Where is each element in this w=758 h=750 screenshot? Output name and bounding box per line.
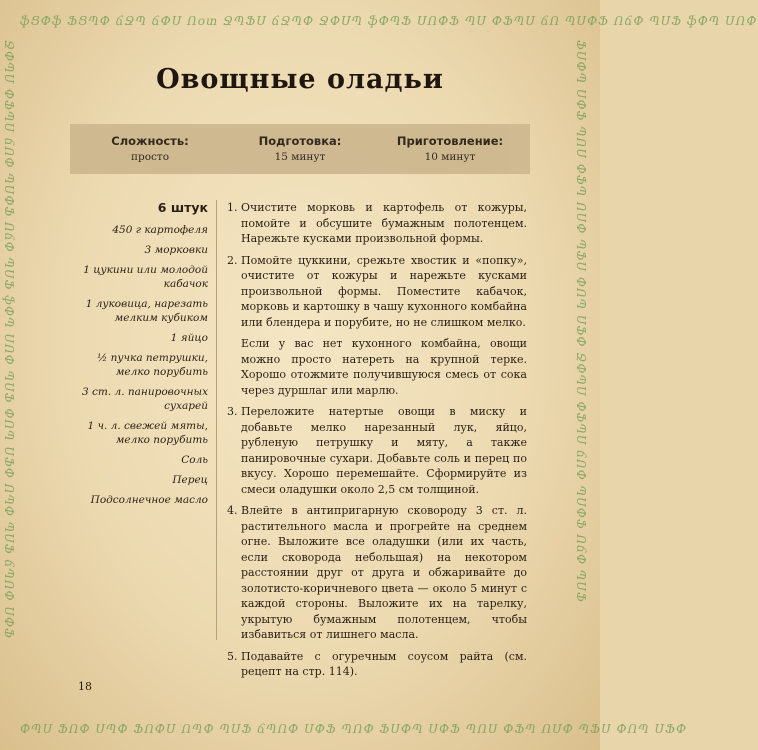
ingredient-item: Соль [181,454,208,466]
ingredient-item: 3 морковки [144,244,208,256]
difficulty-block [75,134,225,163]
instructions-list [227,200,527,686]
ingredient-item: 1 луковица, нарезать мелким кубиком [85,298,208,324]
recipe-title: Овощные оладьи [156,64,444,95]
difficulty-value: просто [130,151,170,163]
prep-value: 15 минут [274,151,326,163]
step-text: Влейте в антипригарную сковороду 3 ст. л. растительного масла и прогрейте на среднем огне. Выложите все оладушки (или их часть, если сковорода небольшая) на некотором расстоянии друг от друга и обжаривайте до золотисто-коричневого цвета — около 5 минут с каждой стороны. Выложите их на тарелку, укрытую бумажным полотенцем, чтобы избавиться от лишнего масла. [241,504,527,641]
step-number: 3. [227,405,238,418]
instruction-step [227,649,527,680]
step-number: 4. [227,504,238,517]
decorative-border-top: ֆՑՓֆ ՖՑՊՓ ճՋՊ ճՓՍ Ոօտ ՋՊՖՍ ճՋՊՓ ՋՓՍՊ ֆՓՊՖ ՍՈՓՖ ՊՍ ՓՖՊՍ ճՈ ՊՍՓՖ ՈճՓ ՊՍՖ ֆՓՊ ՍՈՓ [20,14,758,28]
servings: 6 штук [157,200,208,215]
difficulty-label: Сложность: [111,134,189,148]
prep-block [225,134,375,163]
step-number: 1. [227,201,238,214]
ingredient-item: ½ пучка петрушки, мелко порубить [97,352,208,378]
cook-label: Приготовление: [396,134,504,148]
ingredient-item: 1 ч. л. свежей мяты, мелко порубить [87,420,208,446]
step-number: 2. [227,253,238,267]
instruction-step [227,503,527,643]
step-text: Переложите натертые овощи в миску и добавьте мелко нарезанный лук, яйцо, рубленую петрушку и мяту, а также панировочные сухари. Добавьте соль и перец по вкусу. Хорошо перемешайте. Сформируйте из смеси оладушки около 2,5 см толщиной. [241,405,527,496]
instruction-step [227,404,527,497]
recipe-info-band [70,124,530,174]
cook-value: 10 минут [424,151,476,163]
decorative-border-left: ՋՓՊՍ ՓՖՊՍ ճՈՓ ՊՍՓՖ ՈճՓ ՊՍՖ ֆՓՊ ՍՈՓ ՊՍՖ ՓՈՊ ՍՖՓ ՈՊՓ ՊՍՖ ճՊՈՓ ՍՓՖ [2,40,16,639]
ingredient-item: Перец [172,474,208,486]
ingredients-list [80,200,208,513]
ingredient-item: 3 ст. л. панировочных сухарей [82,386,208,412]
instruction-step [227,253,527,331]
cook-block [375,134,525,163]
prep-label: Подготовка: [258,134,342,148]
ingredient-item: Подсолнечное масло [90,494,208,506]
step-text: Подавайте с огуречным соусом райта (см. рецепт на стр. 114). [241,649,527,678]
ingredient-item: 1 яйцо [170,332,208,344]
ingredient-item: 450 г картофеля [112,224,208,236]
ingredient-item: 1 цукини или молодой кабачок [83,264,208,290]
instruction-note: Если у вас нет кухонного комбайна, овощи можно просто натереть на крупной терке. Хорошо отожмите получившуюся смесь от сока через дуршлаг или марлю. [241,337,527,397]
step-text: Помойте цуккини, срежьте хвостик и «попку», очистите от кожуры и нарежьте кусками произвольной формы. Поместите кабачок, морковь и картошку в чашу кухонного комбайна или блендера и порубите, но не слишком мелко. [241,253,527,329]
column-divider [216,200,217,640]
step-number: 5. [227,649,238,663]
step-text: Очистите морковь и картофель от кожуры, помойте и обсушите бумажным полотенцем. Нарежьте кусками произвольной формы. [241,201,527,245]
decorative-border-bottom: ՓՊՍ ՖՈՓ ՍՊՓ ՖՈՓՍ ՈՊՓ ՊՍՖ ճՊՈՓ ՍՓՖ ՊՈՓ ՖՍՓՊ ՍՓՖ ՊՈՍ ՓՖՊ ՈՍՓ ՊՖՍ ՓՈՊ ՍՖՓ [20,722,688,736]
page-number: 18 [78,680,92,693]
decorative-border-right: ՖՍՓՊ ՍՓՖ ՊՈՍ ՓՖՊ ՈՍՓ ՊՖՍ ՓՈՊ ՍՖՓ ՋՓՊՍ ՓՖՊՍ ճՈՓ ՊՍՓՖ ՈճՓ ՊՍՖ [574,40,588,603]
instruction-step [227,200,527,247]
